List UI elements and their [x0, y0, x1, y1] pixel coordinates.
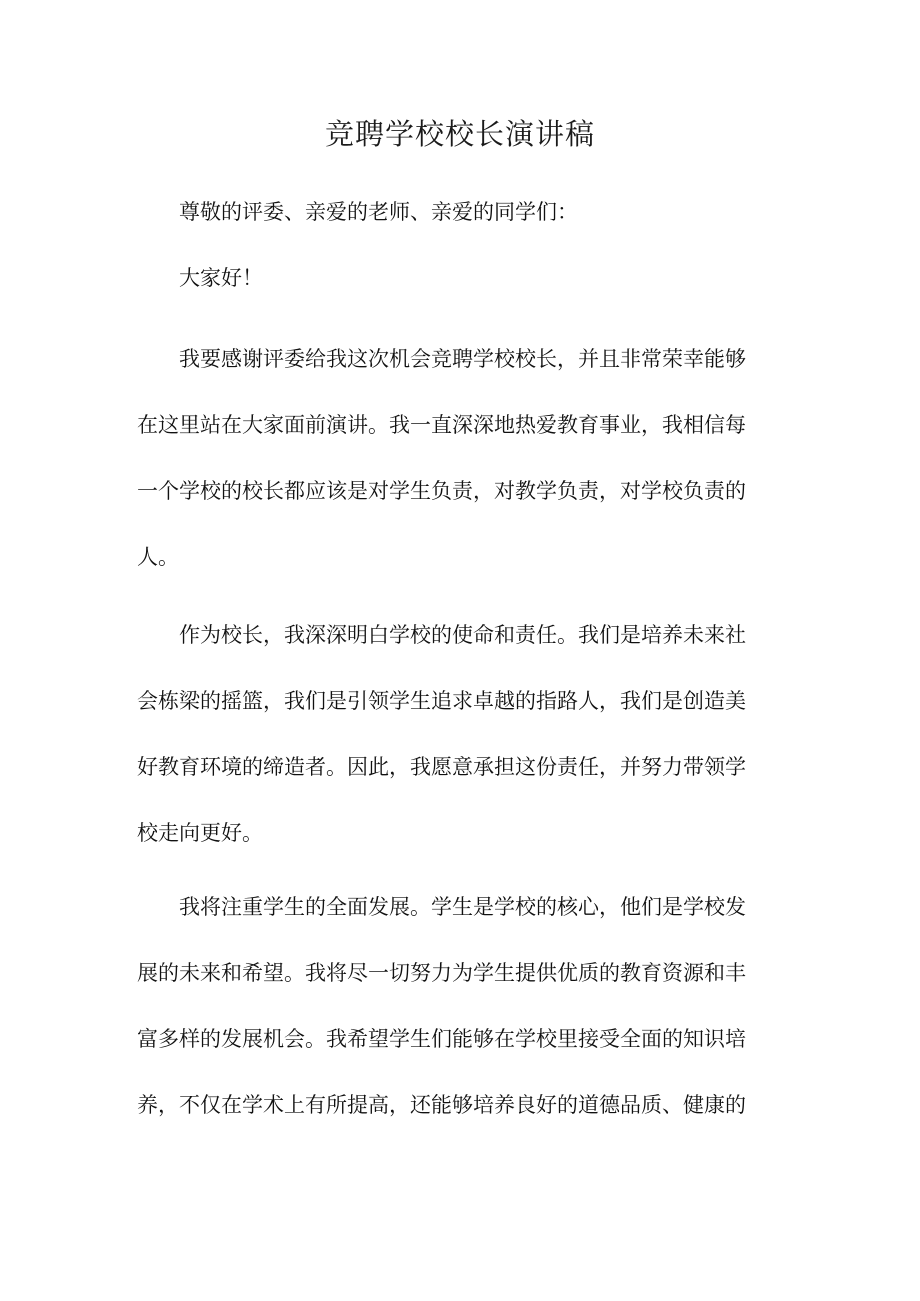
greeting-paragraph	[137, 245, 777, 311]
paragraph-line: 一个学校的校长都应该是对学生负责，对教学负责，对学校负责的	[137, 479, 746, 503]
document-title: 竞聘学校校长演讲稿	[324, 117, 595, 151]
paragraph-line: 养，不仅在学术上有所提高，还能够培养良好的道德品质、健康的	[137, 1093, 746, 1117]
paragraph-line: 校走向更好。	[137, 821, 263, 845]
paragraph-line: 我将注重学生的全面发展。学生是学校的核心，他们是学校发	[179, 895, 746, 919]
paragraph-line: 好教育环境的缔造者。因此，我愿意承担这份责任，并努力带领学	[137, 755, 746, 779]
paragraph-line: 会栋梁的摇篮，我们是引领学生追求卓越的指路人，我们是创造美	[137, 689, 746, 713]
paragraph-line: 展的未来和希望。我将尽一切努力为学生提供优质的教育资源和丰	[137, 961, 746, 985]
paragraph-line: 富多样的发展机会。我希望学生们能够在学校里接受全面的知识培	[137, 1027, 746, 1051]
greeting-line: 大家好！	[179, 266, 263, 290]
salutation-paragraph	[137, 179, 777, 245]
paragraph-line: 在这里站在大家面前演讲。我一直深深地热爱教育事业，我相信每	[137, 413, 746, 437]
paragraph-line: 人。	[137, 545, 179, 569]
salutation-line: 尊敬的评委、亲爱的老师、亲爱的同学们：	[179, 200, 578, 224]
paragraph-line: 我要感谢评委给我这次机会竞聘学校校长，并且非常荣幸能够	[179, 347, 746, 371]
paragraph-line: 作为校长，我深深明白学校的使命和责任。我们是培养未来社	[179, 623, 746, 647]
paragraph-1	[137, 326, 777, 590]
paragraph-3	[137, 874, 777, 1138]
paragraph-2	[137, 602, 777, 866]
